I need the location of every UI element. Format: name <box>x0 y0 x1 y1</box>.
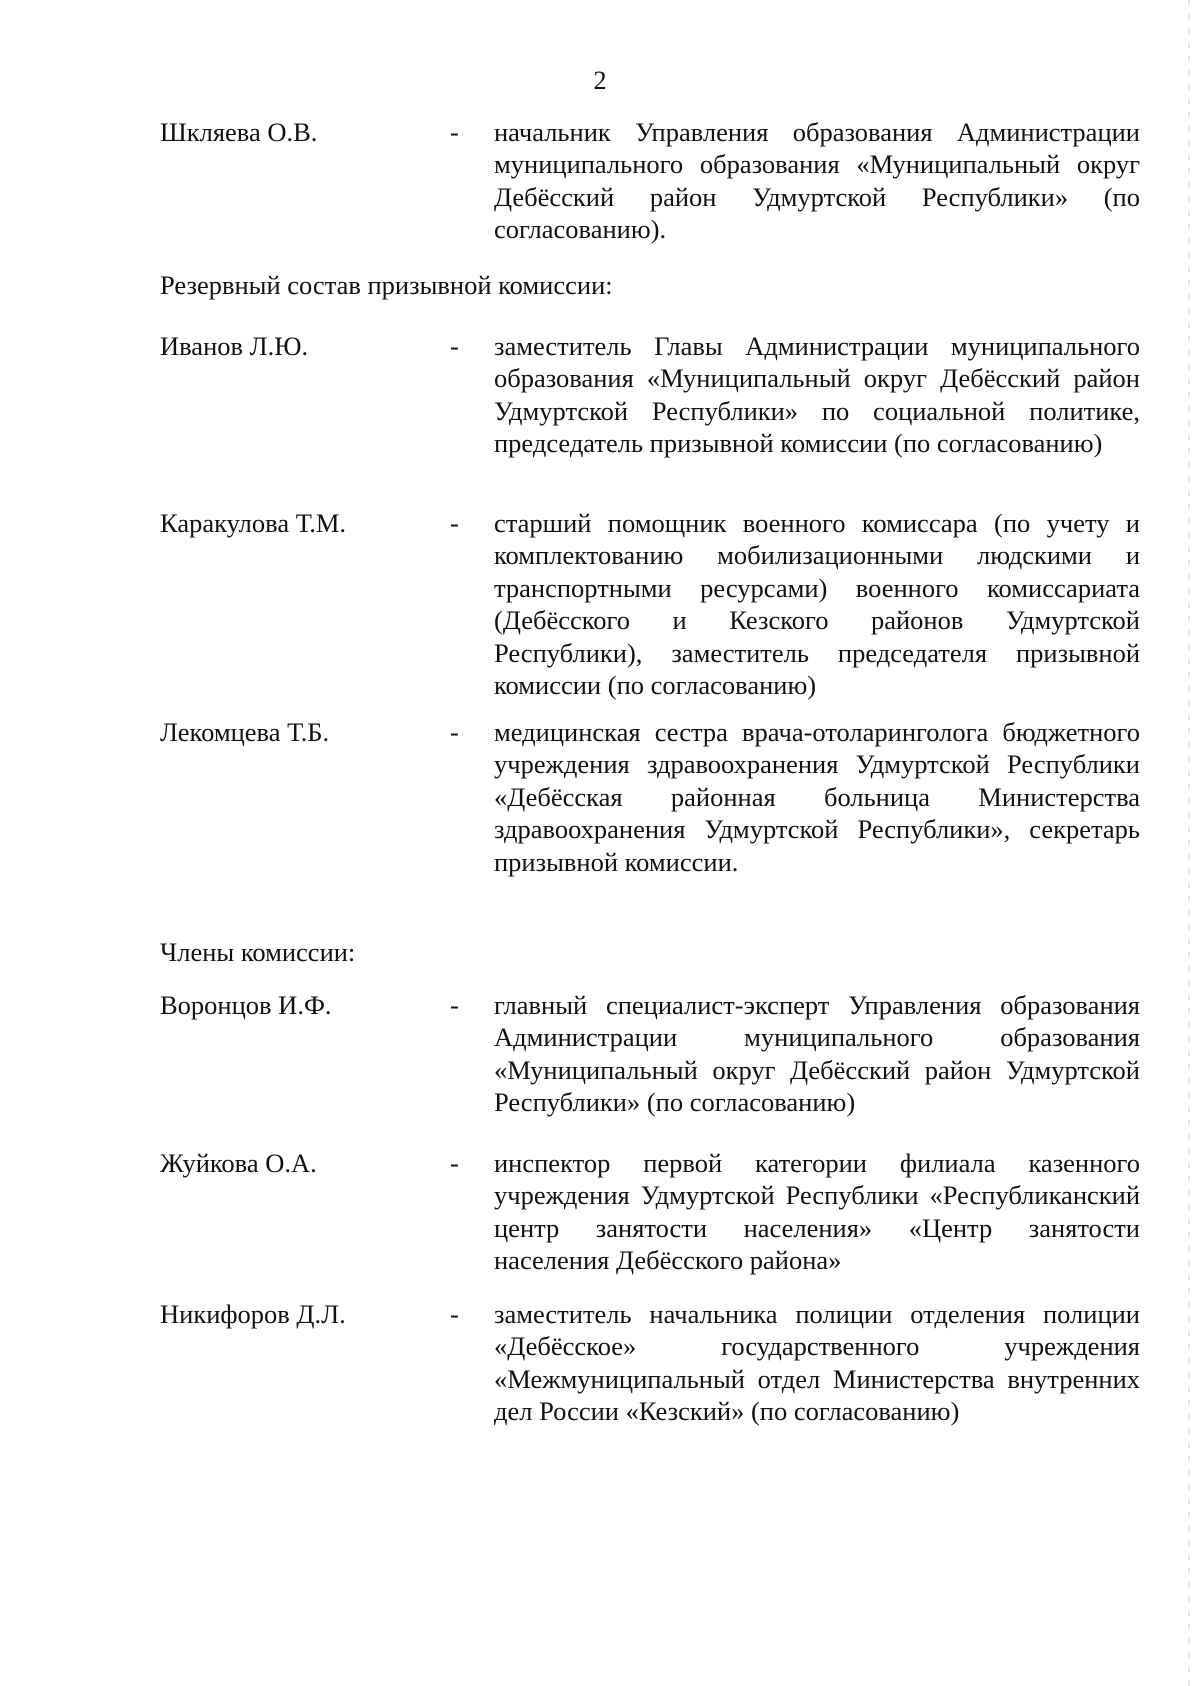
members-heading: Члены комиссии: <box>160 937 356 967</box>
person-position: начальник Управления образования Администрации муниципального образования «Муниципальный округ Дебёсский район Удмуртской Республики» (по согласованию). <box>494 117 1140 245</box>
commission-entry <box>160 989 1140 1119</box>
separator-dash: - <box>450 990 459 1020</box>
separator-dash: - <box>450 508 459 538</box>
separator-dash: - <box>450 331 459 361</box>
person-name: Воронцов И.Ф. <box>160 990 332 1020</box>
person-name: Шкляева О.В. <box>160 117 318 147</box>
person-name: Каракулова Т.М. <box>160 508 347 538</box>
person-name: Никифоров Д.Л. <box>160 1299 346 1329</box>
commission-entry <box>160 330 1140 460</box>
person-position: заместитель начальника полиции отделения полиции «Дебёсское» государственного учреждения «Межмуниципальный отдел Министерства внутренних дел России «Кезский» (по согласованию) <box>494 1299 1140 1427</box>
person-position: главный специалист-эксперт Управления образования Администрации муниципального образования «Муниципальный округ Дебёсский район Удмуртской Республики» (по согласованию) <box>494 990 1140 1118</box>
person-position: старший помощник военного комиссара (по учету и комплектованию мобилизационными людскими и транспортными ресурсами) военного комиссариата (Дебёсского и Кезского районов Удмуртской Республики), заместитель председателя призывной комиссии (по согласованию) <box>494 508 1140 701</box>
commission-entry <box>160 716 1140 878</box>
commission-entry <box>160 1147 1140 1277</box>
person-position: медицинская сестра врача-отоларинголога бюджетного учреждения здравоохранения Удмуртской Республики «Дебёсская районная больница Министерства здравоохранения Удмуртской Республики», секретарь призывной комиссии. <box>494 717 1140 877</box>
scan-edge-artifact <box>1188 0 1190 1686</box>
person-name: Иванов Л.Ю. <box>160 331 309 361</box>
person-name: Жуйкова О.А. <box>160 1148 317 1178</box>
person-name: Лекомцева Т.Б. <box>160 717 330 747</box>
reserve-heading: Резервный состав призывной комиссии: <box>160 270 613 300</box>
separator-dash: - <box>450 717 459 747</box>
separator-dash: - <box>450 1148 459 1178</box>
separator-dash: - <box>450 117 459 147</box>
commission-entry <box>160 116 1140 246</box>
page-number: 2 <box>593 66 607 95</box>
commission-entry <box>160 1298 1140 1428</box>
commission-entry <box>160 507 1140 701</box>
separator-dash: - <box>450 1299 459 1329</box>
person-position: заместитель Главы Администрации муниципального образования «Муниципальный округ Дебёсский район Удмуртской Республики» по социальной политике, председатель призывной комиссии (по согласованию) <box>494 331 1140 459</box>
person-position: инспектор первой категории филиала казенного учреждения Удмуртской Республики «Республиканский центр занятости населения» «Центр занятости населения Дебёсского района» <box>494 1148 1140 1276</box>
